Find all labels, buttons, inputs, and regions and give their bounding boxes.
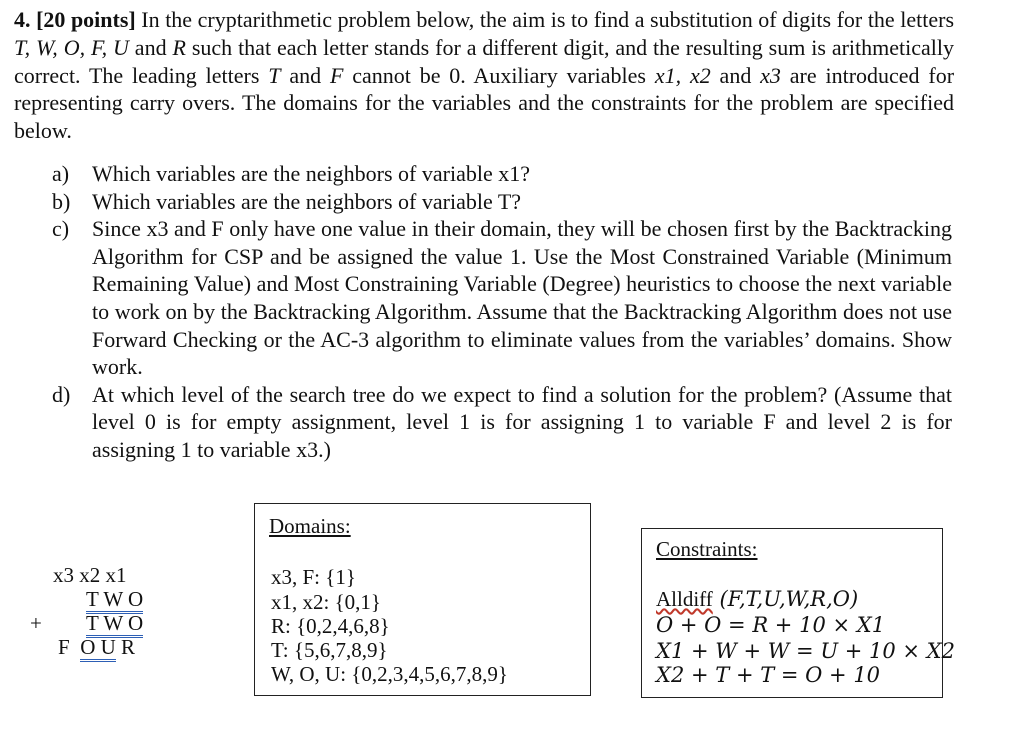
question-a	[52, 160, 952, 188]
problem-number: 4.	[14, 7, 31, 32]
intro-text: In the cryptarithmetic problem below, the aim is to find a substitution of digits for the letters	[135, 7, 955, 32]
question-b	[52, 188, 952, 216]
intro-vars-x1x2: x1, x2	[654, 62, 711, 88]
intro-text: and	[128, 34, 173, 60]
constraints-box	[641, 528, 955, 698]
question-label: a)	[52, 161, 70, 186]
equation-line: X1 + W + W = U + 10 × X2	[656, 639, 955, 663]
plus-sign: +	[30, 611, 42, 635]
result-r: R	[121, 635, 136, 659]
alldiff-constraint	[656, 587, 858, 612]
question-list	[52, 160, 952, 464]
alldiff-word: Alldiff	[656, 587, 713, 611]
question-c	[52, 215, 952, 381]
question-text: At which level of the search tree do we expect to find a solution for the problem? (Assume that level 0 is for empty assignment, level 1 is for assigning 1 to variable F and level 2 is for assigning 1 to variable x3.)	[92, 381, 952, 462]
intro-letters: T, W, O, F, U	[14, 34, 129, 60]
problem-statement	[14, 6, 954, 145]
question-d	[52, 381, 952, 464]
intro-letter-f: F	[329, 62, 344, 88]
intro-letter-r: R	[172, 34, 186, 60]
intro-text: such that each letter stands for a different digit, and the resulting sum is arithmetically correct. The leading letters	[14, 34, 955, 88]
intro-text: and	[710, 62, 761, 88]
carry-row: x3 x2 x1	[53, 563, 127, 587]
problem-points: [20 points]	[36, 7, 136, 32]
domain-line: x3, F: {1}	[271, 565, 356, 589]
addend-row-1	[86, 587, 143, 612]
domains-title: Domains:	[269, 514, 351, 538]
constraints-title: Constraints:	[656, 537, 758, 561]
domain-line: R: {0,2,4,6,8}	[271, 614, 390, 638]
result-ou: O U	[80, 635, 116, 662]
question-text: Which variables are the neighbors of variable T?	[92, 188, 522, 214]
domain-line: T: {5,6,7,8,9}	[271, 638, 388, 662]
intro-letter-t: T	[268, 62, 281, 88]
question-label: c)	[52, 216, 70, 242]
intro-text: are introduced for representing carry overs. The domains for the variables and the constraints for the problem are specified below.	[14, 62, 955, 144]
domains-box	[254, 503, 591, 696]
alldiff-args: (F,T,U,W,R,O)	[719, 587, 859, 611]
result-row	[58, 635, 135, 660]
addend-text: T W O	[86, 587, 143, 614]
equation-line: X2 + T + T = O + 10	[656, 663, 881, 687]
intro-var-x3: x3	[760, 62, 781, 88]
addend-text: T W O	[86, 611, 143, 638]
question-text: Since x3 and F only have one value in their domain, they will be chosen first by the Backtracking Algorithm for CSP and be assigned the value 1. Use the Most Constrained Variable (Minimum Remaining Value) and Most Constraining Variable (Degree) heuristics to choose the next variable to work on by the Backtracking Algorithm. Assume that the Backtracking Algorithm does not use Forward Checking or the AC-3 algorithm to eliminate values from the variables’ domains. Show work.	[92, 216, 952, 380]
equation-line: O + O = R + 10 × X1	[656, 613, 886, 637]
result-f: F	[58, 635, 70, 659]
question-label: d)	[52, 381, 71, 407]
intro-text: cannot be 0. Auxiliary variables	[343, 62, 655, 88]
addend-row-2	[86, 611, 143, 636]
domain-line: x1, x2: {0,1}	[271, 590, 381, 614]
intro-text: and	[280, 62, 330, 88]
question-text: Which variables are the neighbors of variable x1?	[92, 161, 530, 186]
question-label: b)	[52, 188, 71, 214]
domain-line: W, O, U: {0,2,3,4,5,6,7,8,9}	[271, 662, 508, 686]
